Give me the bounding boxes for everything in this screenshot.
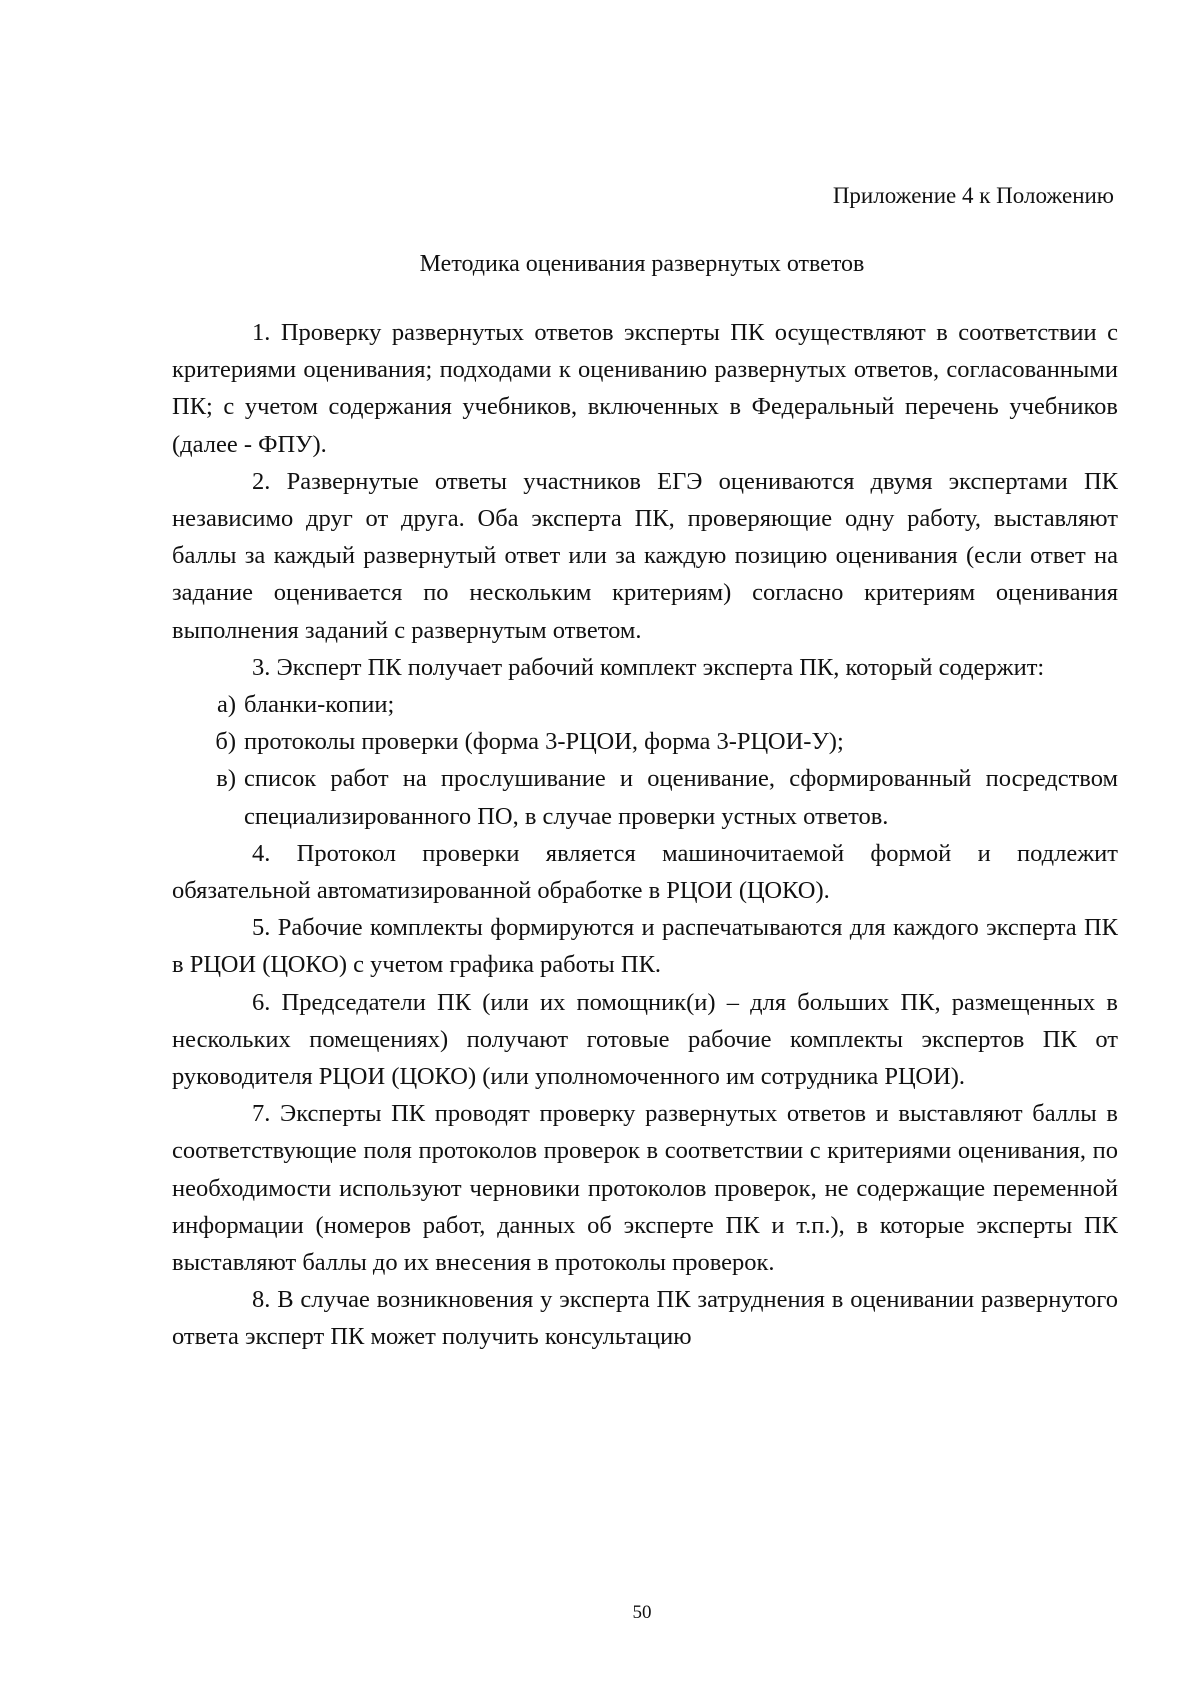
paragraph-3: 3. Эксперт ПК получает рабочий комплект эксперта ПК, который содержит:: [252, 653, 1045, 681]
list-marker: а): [216, 691, 236, 719]
list-item-text: список работ на прослушивание и оценивание, сформированный посредством специализированного ПО, в случае проверки устных ответов.: [244, 765, 1118, 830]
paragraph-6: 6. Председатели ПК (или их помощник(и) – для больших ПК, размещенных в нескольких помещениях) получают готовые рабочие комплекты экспертов ПК от руководителя РЦОИ (ЦОКО) (или уполномоченного им сотрудника РЦОИ).: [172, 988, 1118, 1091]
paragraph-2: 2. Развернутые ответы участников ЕГЭ оцениваются двумя экспертами ПК независимо друг от друга. Оба эксперта ПК, проверяющие одну работу, выставляют баллы за каждый развернутый ответ или за каждую позицию оценивания (если ответ на задание оценивается по нескольким критериям) согласно критериям оценивания выполнения заданий с развернутым ответом.: [172, 467, 1118, 644]
list-marker: б): [215, 728, 236, 756]
paragraph-4: 4. Протокол проверки является машиночитаемой формой и подлежит обязательной автоматизированной обработке в РЦОИ (ЦОКО).: [172, 839, 1118, 905]
list-item: [172, 760, 1118, 834]
document-body: [172, 314, 1118, 1356]
list-marker: в): [216, 765, 236, 793]
list-item-text: протоколы проверки (форма 3-РЦОИ, форма 3-РЦОИ-У);: [244, 728, 844, 756]
paragraph-5: 5. Рабочие комплекты формируются и распечатываются для каждого эксперта ПК в РЦОИ (ЦОКО) с учетом графика работы ПК.: [172, 914, 1118, 979]
paragraph-7: 7. Эксперты ПК проводят проверку развернутых ответов и выставляют баллы в соответствующие поля протоколов проверок в соответствии с критериями оценивания, по необходимости используют черновики протоколов проверок, не содержащие переменной информации (номеров работ, данных об эксперте ПК и т.п.), в которые эксперты ПК выставляют баллы до их внесения в протоколы проверок.: [172, 1100, 1118, 1277]
page-number: 50: [632, 1602, 652, 1623]
appendix-label: Приложение 4 к Положению: [832, 183, 1114, 208]
kit-contents-list: [172, 686, 1118, 835]
list-item-text: бланки-копии;: [244, 691, 395, 719]
list-item: [172, 723, 1118, 760]
paragraph-1: 1. Проверку развернутых ответов эксперты ПК осуществляют в соответствии с критериями оценивания; подходами к оцениванию развернутых ответов, согласованными ПК; с учетом содержания учебников, включенных в Федеральный перечень учебников (далее - ФПУ).: [172, 319, 1118, 458]
paragraph-8: 8. В случае возникновения у эксперта ПК затруднения в оценивании развернутого ответа эксперт ПК может получить консультацию: [172, 1286, 1118, 1351]
document-title: Методика оценивания развернутых ответов: [419, 251, 865, 277]
list-item: [172, 686, 1118, 723]
